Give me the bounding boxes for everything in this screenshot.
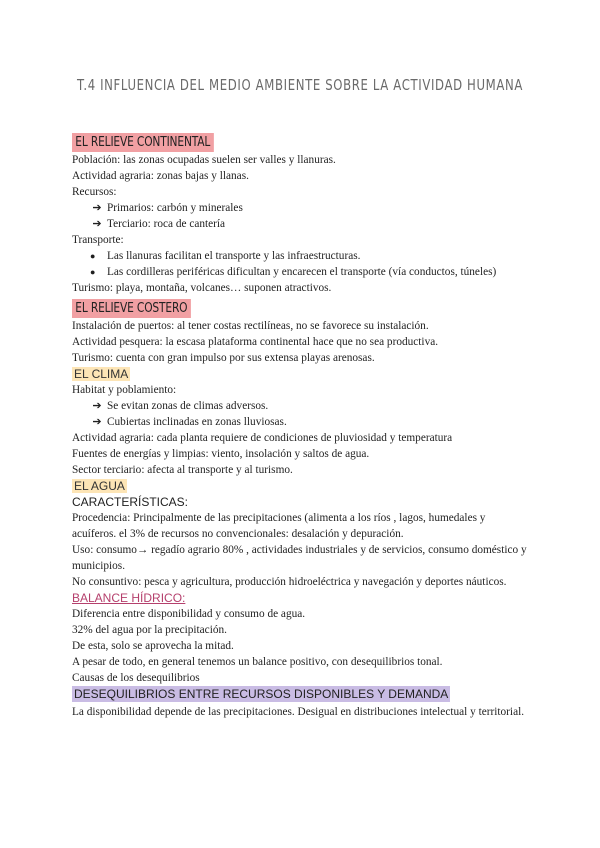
bullet-icon: ● [90, 251, 96, 261]
section-relieve-costero [72, 296, 532, 366]
arrow-right-icon: ➔ [92, 400, 102, 412]
heading-relieve-continental: EL RELIEVE CONTINENTAL [72, 133, 213, 152]
heading-balance-hidrico: BALANCE HÍDRICO: [72, 591, 186, 605]
text-paragraph: Uso: consumo→ regadío agrario 80% , actividades industriales y de servicios, consumo doméstico y municipios. [72, 544, 527, 572]
list-item: ● Las llanuras facilitan el transporte y las infraestructuras. [90, 250, 361, 262]
text-line: Población: las zonas ocupadas suelen ser valles y llanuras. [72, 154, 336, 166]
section-balance-hidrico [72, 590, 532, 686]
arrow-right-icon: ➔ [92, 416, 102, 428]
text-line: Actividad pesquera: la escasa plataforma continental hace que no sea productiva. [72, 336, 439, 348]
text-line: 32% del agua por la precipitación. [72, 624, 227, 636]
text-line: Causas de los desequilibrios [72, 672, 200, 684]
text-line: De esta, solo se aprovecha la mitad. [72, 640, 234, 652]
notes-body [72, 130, 532, 720]
text-line: Actividad agraria: zonas bajas y llanas. [72, 170, 249, 182]
arrow-right-icon: ➔ [92, 202, 102, 214]
text-paragraph: La disponibilidad depende de las precipitaciones. Desigual en distribuciones intelectual y territorial. [72, 706, 525, 718]
list-item: ➔ Se evitan zonas de climas adversos. [72, 398, 532, 414]
text-line: Recursos: [72, 186, 117, 198]
text-line: Diferencia entre disponibilidad y consumo de agua. [72, 608, 306, 620]
text-line: A pesar de todo, en general tenemos un balance positivo, con desequilibrios tonal. [72, 656, 443, 668]
section-desequilibrios [72, 686, 532, 720]
section-agua [72, 478, 532, 590]
subheading-caracteristicas: CARACTERÍSTICAS: [72, 495, 189, 509]
arrow-right-icon: ➔ [92, 218, 102, 230]
list-item: ➔ Cubiertas inclinadas en zonas lluviosas. [72, 414, 532, 430]
page-title: T.4 INFLUENCIA DEL MEDIO AMBIENTE SOBRE LA ACTIVIDAD HUMANA [76, 76, 524, 94]
heading-relieve-costero: EL RELIEVE COSTERO [72, 299, 191, 318]
bullet-icon: ● [90, 267, 96, 277]
text-line: Habitat y poblamiento: [72, 384, 177, 396]
heading-agua: EL AGUA [74, 479, 125, 493]
text-line: Turismo: cuenta con gran impulso por sus extensa playas arenosas. [72, 352, 375, 364]
list-item: ➔ Primarios: carbón y minerales [72, 200, 532, 216]
section-relieve-continental [72, 130, 532, 296]
list-item: ● Las cordilleras periféricas dificultan y encarecen el transporte (vía conductos, túneles) [90, 266, 497, 278]
section-clima [72, 366, 532, 478]
text-line: Actividad agraria: cada planta requiere de condiciones de pluviosidad y temperatura [72, 432, 453, 444]
text-paragraph: Procedencia: Principalmente de las precipitaciones (alimenta a los ríos , lagos, humedales y acuíferos. el 3% de recursos no convencionales: desalación y depuración. [72, 512, 486, 540]
text-line: Transporte: [72, 234, 124, 246]
list-item: ➔ Terciario: roca de cantería [72, 216, 532, 232]
text-line: Instalación de puertos: al tener costas rectilíneas, no se favorece su instalación. [72, 320, 429, 332]
text-line: Turismo: playa, montaña, volcanes… suponen atractivos. [72, 282, 332, 294]
text-line: Fuentes de energías y limpias: viento, insolación y saltos de agua. [72, 448, 370, 460]
heading-clima: EL CLIMA [74, 367, 129, 381]
text-paragraph: No consuntivo: pesca y agricultura, producción hidroeléctrica y navegación y deportes náuticos. [72, 576, 507, 588]
text-line: Sector terciario: afecta al transporte y al turismo. [72, 464, 293, 476]
heading-desequilibrios: DESEQUILIBRIOS ENTRE RECURSOS DISPONIBLES Y DEMANDA [74, 687, 449, 701]
